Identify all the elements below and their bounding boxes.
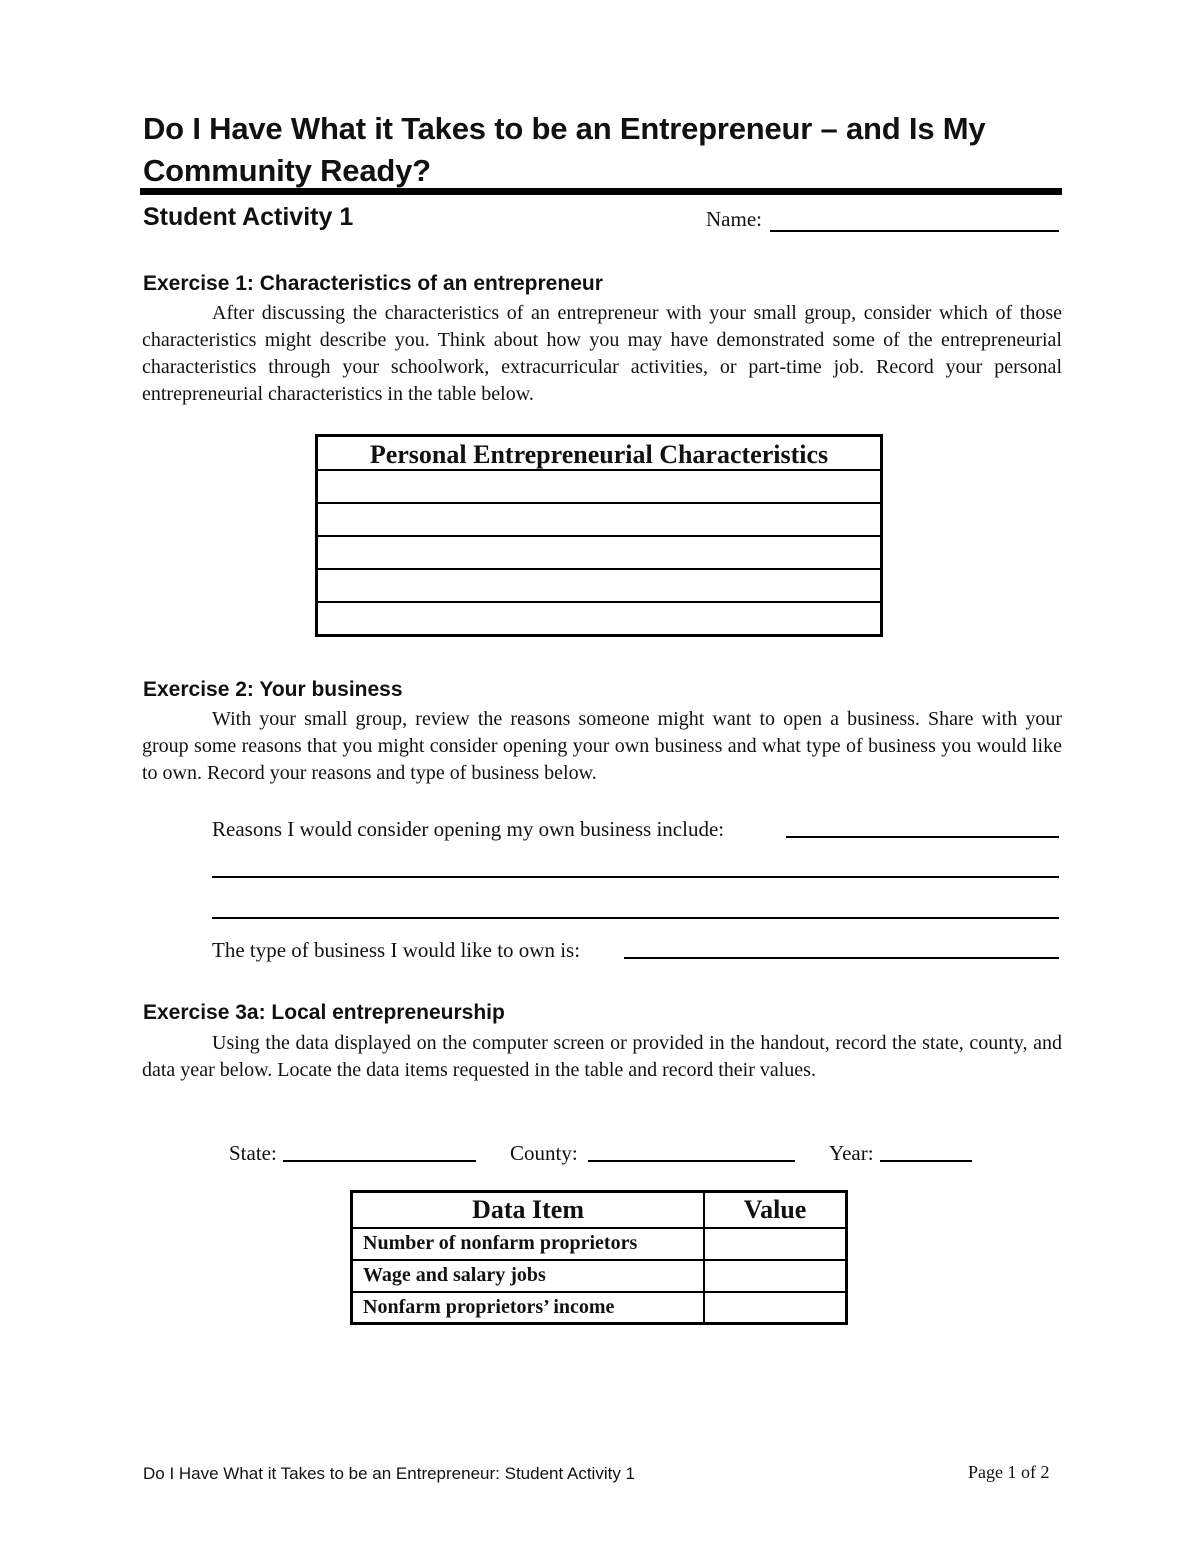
data-items-table [350,1190,848,1325]
characteristics-row[interactable] [318,537,880,570]
reasons-field-line-3[interactable] [212,917,1059,919]
data-item-cell: Nonfarm proprietors’ income [352,1292,705,1324]
county-field[interactable] [588,1160,795,1162]
value-cell[interactable] [704,1292,846,1324]
state-field[interactable] [283,1160,476,1162]
page-subtitle: Student Activity 1 [143,203,354,231]
value-cell[interactable] [704,1228,846,1260]
exercise1-heading: Exercise 1: Characteristics of an entrepreneur [143,272,603,295]
business-type-label: The type of business I would like to own is: [212,938,581,962]
characteristics-row[interactable] [318,570,880,603]
reasons-field-line-1[interactable] [786,836,1059,838]
name-field[interactable] [770,230,1059,232]
state-label: State: [229,1141,277,1165]
table-row [352,1228,847,1260]
table-header-row [352,1192,847,1228]
characteristics-row[interactable] [318,603,880,636]
column-header-value: Value [704,1192,846,1228]
exercise2-paragraph: With your small group, review the reasons someone might want to open a business. Share with your group some reasons that you might consider opening your own business and what type of business you would like to own. Record your reasons and type of business below. [142,708,1062,784]
year-field[interactable] [880,1160,972,1162]
name-label: Name: [706,207,762,231]
characteristics-table [315,434,883,637]
county-label: County: [510,1141,578,1165]
exercise2-heading: Exercise 2: Your business [143,678,403,701]
characteristics-row[interactable] [318,504,880,537]
value-cell[interactable] [704,1260,846,1292]
characteristics-row[interactable] [318,471,880,504]
reasons-field-line-2[interactable] [212,876,1059,878]
exercise3a-heading: Exercise 3a: Local entrepreneurship [143,1001,505,1024]
year-label: Year: [829,1141,874,1165]
footer-title: Do I Have What it Takes to be an Entrepreneur: Student Activity 1 [143,1464,636,1483]
table-row [352,1292,847,1324]
exercise3a-paragraph: Using the data displayed on the computer screen or provided in the handout, record the state, county, and data year below. Locate the data items requested in the table and record their values. [142,1032,1062,1081]
page-title: Do I Have What it Takes to be an Entrepreneur – and Is My Community Ready? [143,111,986,188]
characteristics-table-header: Personal Entrepreneurial Characteristics [318,437,880,471]
column-header-data-item: Data Item [352,1192,705,1228]
business-type-field[interactable] [624,957,1059,959]
table-row [352,1260,847,1292]
reasons-label: Reasons I would consider opening my own business include: [212,817,725,841]
data-item-cell: Number of nonfarm proprietors [352,1228,705,1260]
data-item-cell: Wage and salary jobs [352,1260,705,1292]
title-rule [140,188,1062,195]
exercise1-paragraph: After discussing the characteristics of an entrepreneur with your small group, consider which of those characteristics might describe you. Think about how you may have demonstrated some of the entrepreneurial characteristics through your schoolwork, extracurricular activities, or part-time job. Record your personal entrepreneurial characteristics in the table below. [142,302,1062,405]
page-number: Page 1 of 2 [968,1462,1050,1482]
